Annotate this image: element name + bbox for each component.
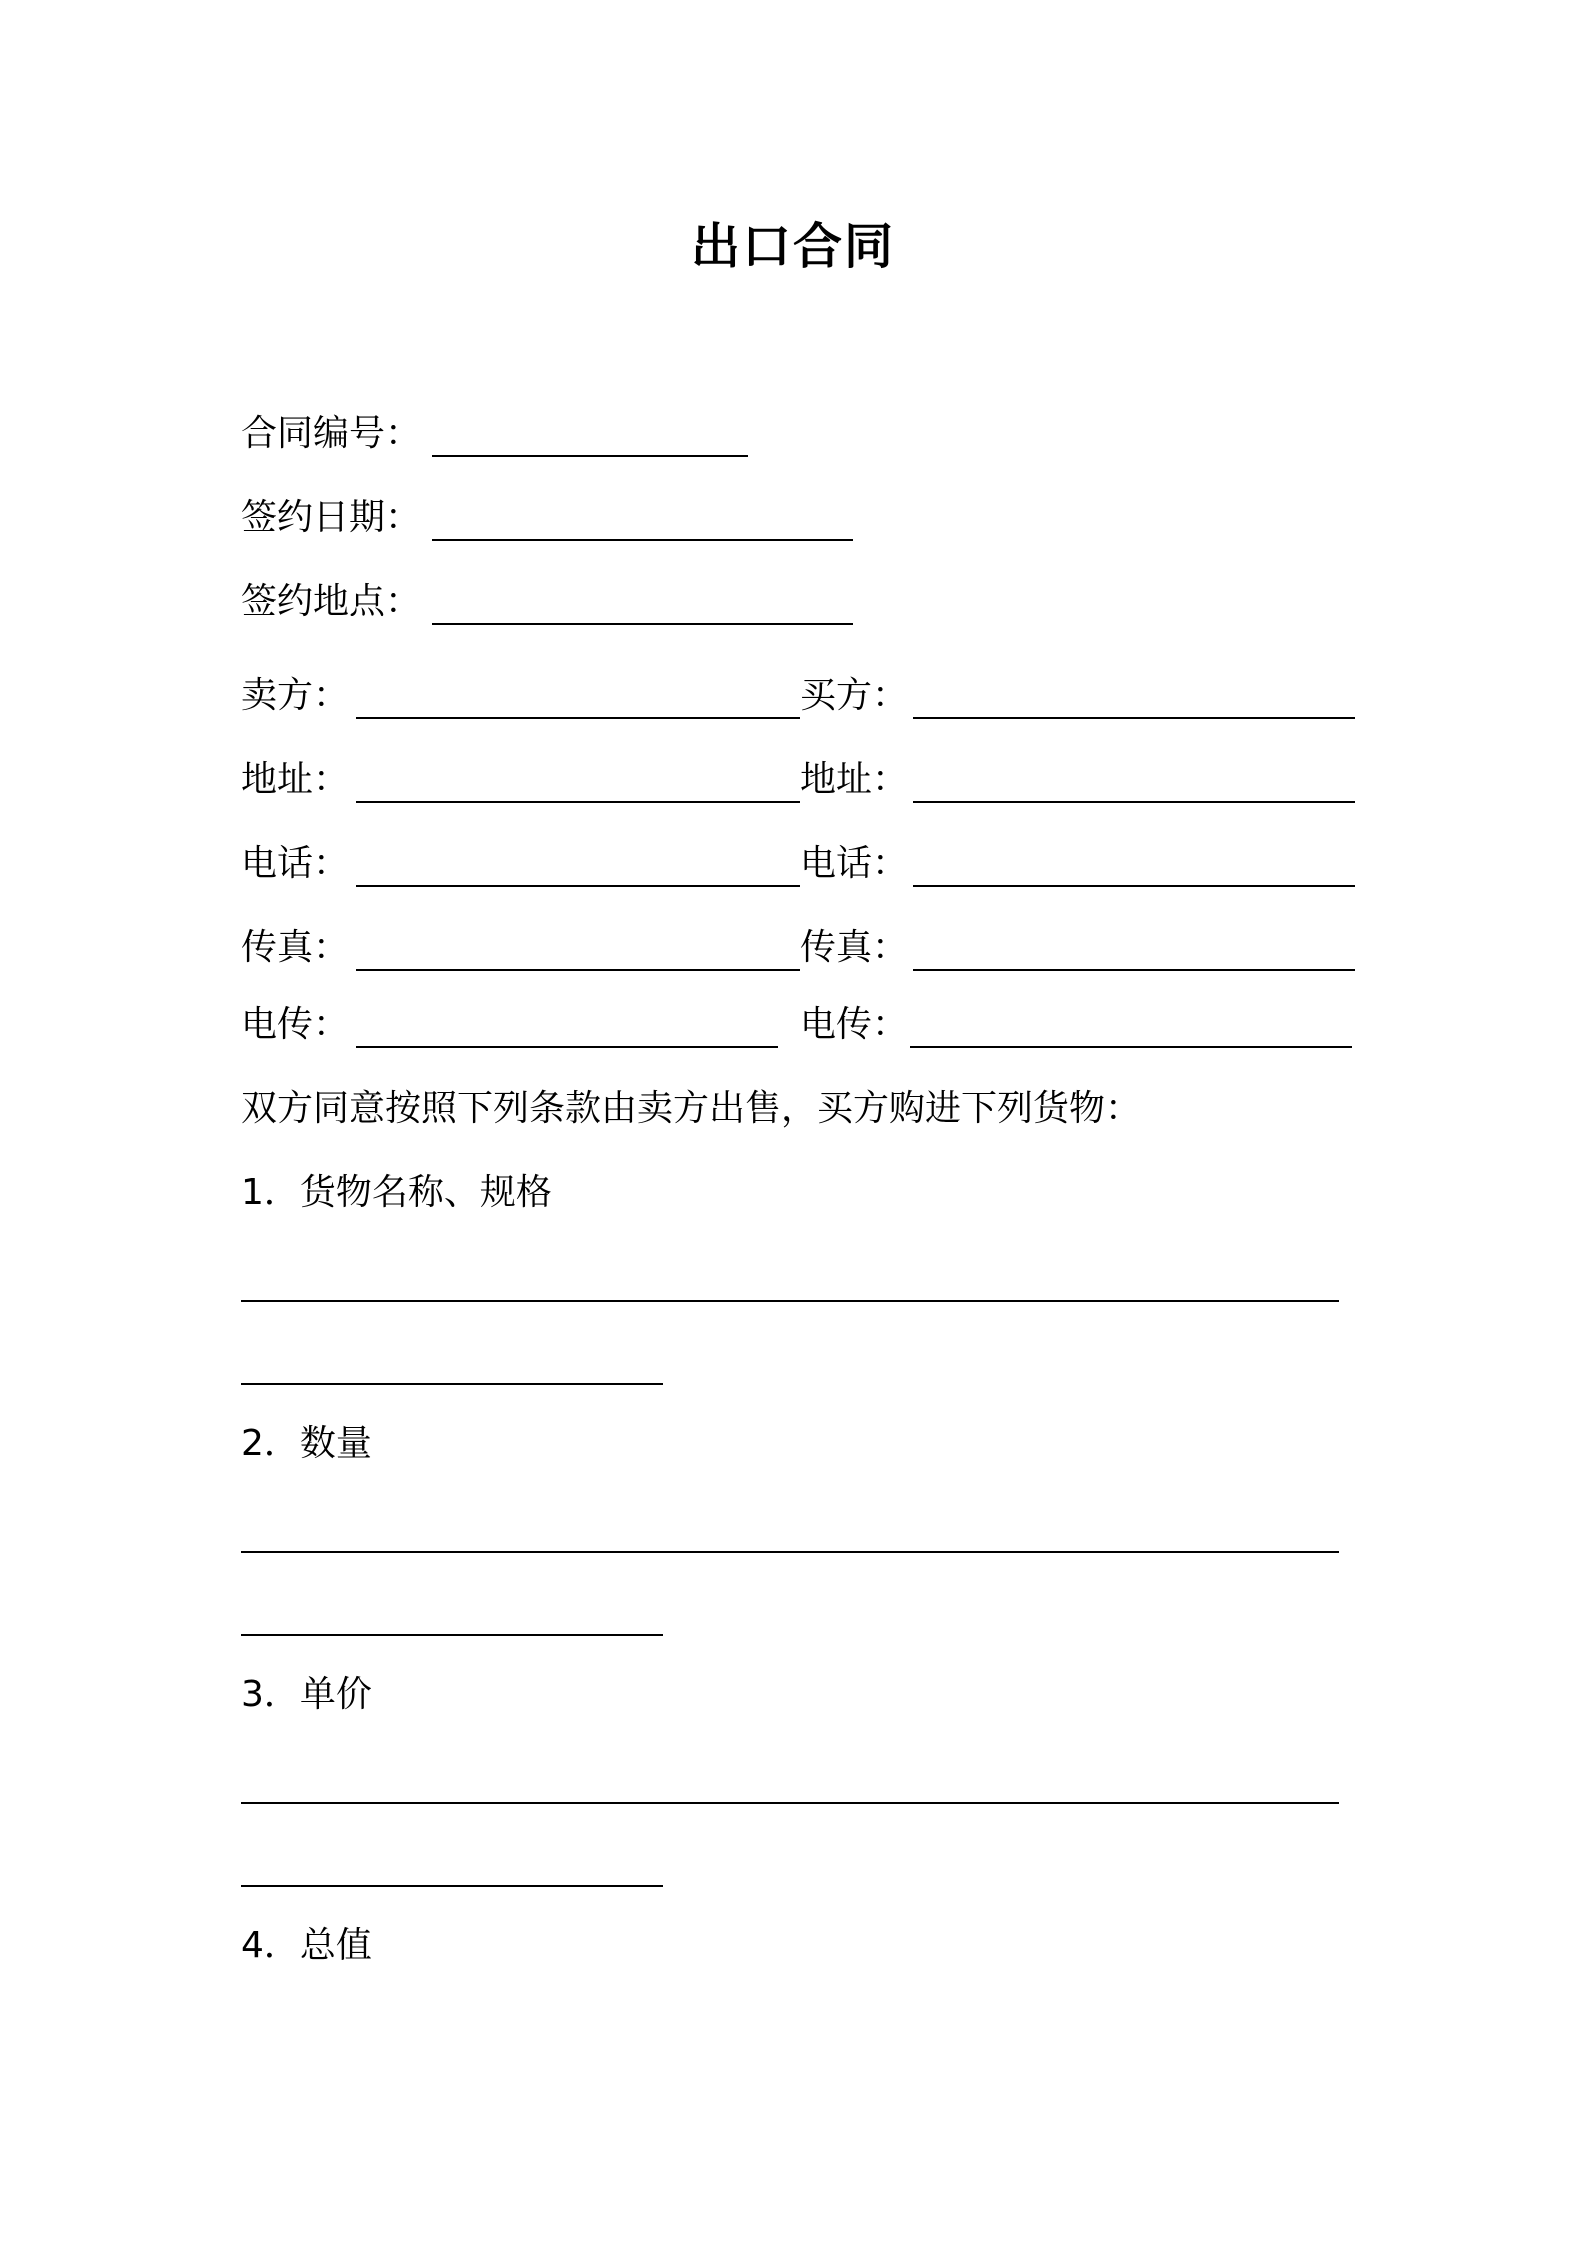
clause-1-label: 1．货物名称、规格	[241, 1172, 552, 1213]
clause-1-line-2[interactable]	[241, 1383, 663, 1385]
clause-2-line-1[interactable]	[241, 1551, 1339, 1553]
seller-address-field[interactable]	[356, 801, 800, 803]
seller-telex-field[interactable]	[356, 1046, 778, 1048]
clause-1-line-1[interactable]	[241, 1300, 1339, 1302]
clause-3-line-1[interactable]	[241, 1802, 1339, 1804]
signing-place-field[interactable]	[432, 623, 853, 625]
contract-number-label: 合同编号：	[241, 413, 422, 454]
seller-label: 卖方：	[241, 675, 350, 716]
clause-2-line-2[interactable]	[241, 1634, 663, 1636]
buyer-telex-field[interactable]	[910, 1046, 1352, 1048]
buyer-address-field[interactable]	[913, 801, 1355, 803]
buyer-phone-field[interactable]	[913, 885, 1355, 887]
buyer-field[interactable]	[913, 717, 1355, 719]
seller-telex-label: 电传：	[241, 1004, 350, 1045]
signing-date-label: 签约日期：	[241, 497, 422, 538]
agreement-text: 双方同意按照下列条款由卖方出售，买方购进下列货物：	[241, 1088, 1142, 1129]
buyer-telex-label: 电传：	[800, 1004, 909, 1045]
contract-number-field[interactable]	[432, 455, 748, 457]
seller-fax-label: 传真：	[241, 927, 350, 968]
buyer-address-label: 地址：	[800, 759, 909, 800]
buyer-label: 买方：	[800, 675, 909, 716]
seller-phone-field[interactable]	[356, 885, 800, 887]
seller-address-label: 地址：	[241, 759, 350, 800]
buyer-phone-label: 电话：	[800, 843, 909, 884]
document-title: 出口合同	[690, 218, 895, 275]
seller-field[interactable]	[356, 717, 800, 719]
signing-place-label: 签约地点：	[241, 581, 422, 622]
seller-fax-field[interactable]	[356, 969, 800, 971]
buyer-fax-field[interactable]	[913, 969, 1355, 971]
clause-4-label: 4．总值	[241, 1925, 372, 1966]
signing-date-field[interactable]	[432, 539, 853, 541]
clause-3-label: 3．单价	[241, 1674, 372, 1715]
clause-3-line-2[interactable]	[241, 1885, 663, 1887]
seller-phone-label: 电话：	[241, 843, 350, 884]
buyer-fax-label: 传真：	[800, 927, 909, 968]
clause-2-label: 2．数量	[241, 1423, 372, 1464]
